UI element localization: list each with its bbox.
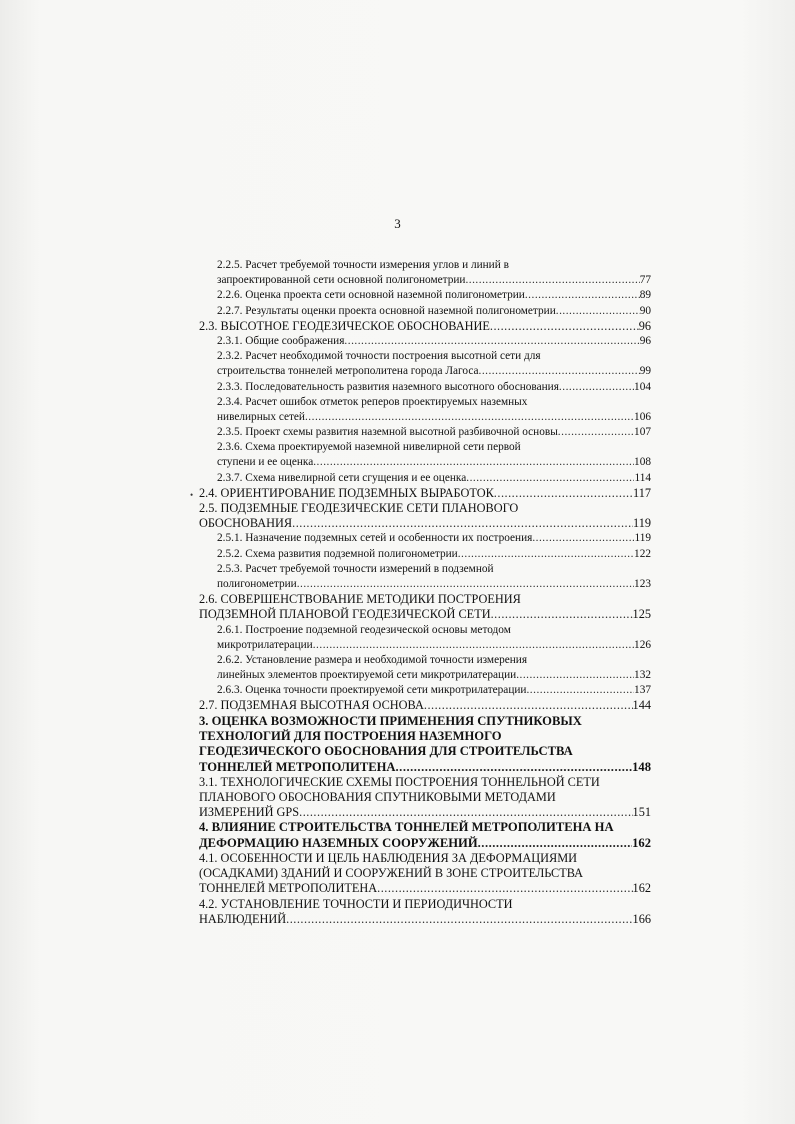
toc-entry xyxy=(197,319,651,334)
toc-entry xyxy=(197,425,651,440)
toc-entry-title: 2.5.2. Схема развития подземной полигонометрии xyxy=(217,547,458,560)
toc-page-number: 151 xyxy=(632,805,651,820)
toc-page-number: 106 xyxy=(634,410,651,423)
toc-page-number: 132 xyxy=(634,669,651,682)
toc-entry-line xyxy=(199,516,651,531)
toc-entry-title: ОБОСНОВАНИЯ xyxy=(199,516,293,531)
toc-page-number: 166 xyxy=(632,911,651,926)
toc-entry-title: нивелирных сетей xyxy=(217,410,305,423)
toc-entry xyxy=(197,288,651,303)
toc-page-number: 162 xyxy=(632,881,651,896)
toc-entry xyxy=(197,775,651,821)
toc-page-number: 148 xyxy=(632,759,651,774)
toc-entry-title: 2.6. СОВЕРШЕНСТВОВАНИЕ МЕТОДИКИ ПОСТРОЕНИЯ xyxy=(199,592,521,607)
dot-leader xyxy=(465,273,639,288)
page-number: 3 xyxy=(394,216,401,231)
toc-entry-line xyxy=(199,775,651,790)
toc-entry-title: 2.5. ПОДЗЕМНЫЕ ГЕОДЕЗИЧЕСКИЕ СЕТИ ПЛАНОВОГО xyxy=(199,501,519,515)
toc-page-number: 123 xyxy=(634,577,651,590)
toc-entry xyxy=(197,623,651,653)
toc-entry-title: 2.7. ПОДЗЕМНАЯ ВЫСОТНАЯ ОСНОВА xyxy=(199,698,424,713)
toc-entry xyxy=(197,592,651,622)
dot-leader xyxy=(313,638,634,653)
toc-page-number: 144 xyxy=(632,698,651,713)
toc-entry-title: 3.1. ТЕХНОЛОГИЧЕСКИЕ СХЕМЫ ПОСТРОЕНИЯ ТОННЕЛЬНОЙ СЕТИ xyxy=(199,774,600,789)
toc-entry-line xyxy=(217,638,651,653)
toc-entry-line xyxy=(217,562,651,577)
toc-entry-line xyxy=(217,410,651,425)
toc-entry-line xyxy=(217,547,651,562)
toc-entry-line xyxy=(199,592,651,607)
toc-page-number: 114 xyxy=(634,471,651,484)
toc-entry-title: ТЕХНОЛОГИЙ ДЛЯ ПОСТРОЕНИЯ НАЗЕМНОГО xyxy=(199,728,502,743)
toc-entry xyxy=(197,349,651,379)
toc-page-number: 99 xyxy=(639,365,651,378)
toc-entry-line xyxy=(217,455,651,470)
toc-entry-line xyxy=(199,851,651,866)
toc-entry-line xyxy=(217,531,651,546)
toc-entry xyxy=(197,501,651,531)
toc-entry-line xyxy=(217,288,651,303)
toc-page-number: 104 xyxy=(634,380,651,393)
toc-page-number: 119 xyxy=(634,532,651,545)
toc-entry xyxy=(197,258,651,288)
dot-leader xyxy=(479,364,640,379)
toc-entry-title: ГЕОДЕЗИЧЕСКОГО ОБОСНОВАНИЯ ДЛЯ СТРОИТЕЛЬСТВА xyxy=(199,744,573,759)
toc-entry-title: 2.3.4. Расчет ошибок отметок реперов проектируемых наземных xyxy=(217,395,528,408)
toc-entry-title: (ОСАДКАМИ) ЗДАНИЙ И СООРУЖЕНИЙ В ЗОНЕ СТРОИТЕЛЬСТВА xyxy=(199,866,584,881)
toc-entry-line xyxy=(199,744,651,759)
toc-entry-line xyxy=(199,912,651,927)
toc-page-number: 119 xyxy=(633,516,651,531)
toc-entry-title: 2.3.2. Расчет необходимой точности построения высотной сети для xyxy=(217,350,541,363)
toc-page-number: 108 xyxy=(634,456,651,469)
toc-entry-line xyxy=(217,395,651,410)
toc-entry-line xyxy=(217,364,651,379)
toc-entry-line xyxy=(199,881,651,896)
dot-leader xyxy=(305,410,634,425)
toc-entry-title: линейных элементов проектируемой сети микротрилатерации xyxy=(217,669,517,682)
toc-entry-line xyxy=(217,304,651,319)
toc-entry-line xyxy=(199,319,651,334)
toc-entry-line xyxy=(199,760,651,775)
toc-entry-title: 2.5.3. Расчет требуемой точности измерений в подземной xyxy=(217,562,494,575)
toc-page-number: 90 xyxy=(639,304,651,317)
dot-leader xyxy=(313,455,634,470)
dot-leader xyxy=(559,380,634,395)
toc-entry-line xyxy=(199,698,651,713)
toc-entry-title: ТОННЕЛЕЙ МЕТРОПОЛИТЕНА xyxy=(199,759,396,774)
dot-leader xyxy=(491,607,633,622)
toc-entry-line xyxy=(199,820,651,835)
toc-entry-line xyxy=(217,653,651,668)
toc-entry-title: ПОДЗЕМНОЙ ПЛАНОВОЙ ГЕОДЕЗИЧЕСКОЙ СЕТИ xyxy=(199,607,491,622)
toc-entry-title: 2.3.3. Последовательность развития наземного высотного обоснования xyxy=(217,380,559,393)
toc-entry-line xyxy=(199,729,651,744)
toc-entry-title: ИЗМЕРЕНИЙ GPS xyxy=(199,805,300,820)
toc-entry-title: 3. ОЦЕНКА ВОЗМОЖНОСТИ ПРИМЕНЕНИЯ СПУТНИКОВЫХ xyxy=(199,713,582,728)
toc-entry-title: ПЛАНОВОГО ОБОСНОВАНИЯ СПУТНИКОВЫМИ МЕТОДАМИ xyxy=(199,790,556,804)
toc-entry-line xyxy=(199,866,651,881)
toc-entry-line xyxy=(217,623,651,638)
toc-page-number: 107 xyxy=(634,426,651,439)
toc-entry-line xyxy=(217,425,651,440)
dot-leader xyxy=(490,319,639,334)
toc-entry xyxy=(197,698,651,713)
toc-entry-line xyxy=(199,836,651,851)
dot-leader xyxy=(526,683,634,698)
toc-entry xyxy=(197,547,651,562)
toc-entry-title: полигонометрии xyxy=(217,577,297,590)
toc-entry xyxy=(197,714,651,775)
dot-leader xyxy=(424,698,633,713)
toc-entry-title: 4.1. ОСОБЕННОСТИ И ЦЕЛЬ НАБЛЮДЕНИЯ ЗА ДЕФОРМАЦИЯМИ xyxy=(199,850,578,865)
toc-entry xyxy=(197,531,651,546)
toc-entry xyxy=(197,440,651,470)
toc-entry xyxy=(197,683,651,698)
dot-leader xyxy=(396,760,633,775)
toc-entry-line xyxy=(217,258,651,273)
toc-entry-line xyxy=(217,471,651,486)
dot-leader xyxy=(458,547,634,562)
toc-page-number: 162 xyxy=(632,835,651,850)
dot-leader xyxy=(556,304,640,319)
toc-entry-title: 2.3.1. Общие соображения xyxy=(217,334,345,347)
table-of-contents xyxy=(197,258,651,927)
dot-leader xyxy=(466,471,634,486)
toc-entry-title: 2.2.5. Расчет требуемой точности измерения углов и линий в xyxy=(217,259,509,271)
toc-entry-line xyxy=(217,349,651,364)
toc-entry-line xyxy=(199,790,651,805)
toc-entry-title: 2.5.1. Назначение подземных сетей и особенности их построения xyxy=(217,532,533,545)
toc-entry-title: 2.3. ВЫСОТНОЕ ГЕОДЕЗИЧЕСКОЕ ОБОСНОВАНИЕ xyxy=(199,318,490,333)
toc-entry-line xyxy=(217,334,651,349)
toc-entry-title: ТОННЕЛЕЙ МЕТРОПОЛИТЕНА xyxy=(199,881,378,896)
toc-entry xyxy=(197,486,651,501)
toc-page-number: 126 xyxy=(634,638,651,651)
dot-leader xyxy=(344,334,639,349)
dot-leader xyxy=(286,912,632,927)
toc-page-number: 117 xyxy=(633,485,651,500)
dot-leader xyxy=(494,486,633,501)
toc-entry-title: ДЕФОРМАЦИЮ НАЗЕМНЫХ СООРУЖЕНИЙ xyxy=(199,835,478,850)
toc-entry-title: 2.6.2. Установление размера и необходимой точности измерения xyxy=(217,653,528,666)
toc-page-number: 96 xyxy=(639,334,651,347)
toc-entry xyxy=(197,304,651,319)
toc-entry-title: 2.3.6. Схема проектируемой наземной нивелирной сети первой xyxy=(217,441,521,454)
toc-entry-line xyxy=(199,607,651,622)
toc-entry-title: 2.6.3. Оценка точности проектируемой сети микротрилатерации xyxy=(217,684,527,697)
toc-entry xyxy=(197,562,651,592)
toc-page-number: 89 xyxy=(639,289,651,302)
toc-entry-title: 2.3.7. Схема нивелирной сети сгущения и ее оценка xyxy=(217,471,467,484)
toc-entry-line xyxy=(199,714,651,729)
dot-leader xyxy=(532,531,634,546)
toc-page-number: 77 xyxy=(639,274,651,287)
dot-leader xyxy=(516,668,634,683)
toc-entry-title: 4. ВЛИЯНИЕ СТРОИТЕЛЬСТВА ТОННЕЛЕЙ МЕТРОПОЛИТЕНА НА xyxy=(199,820,614,835)
toc-entry xyxy=(197,380,651,395)
dot-leader xyxy=(292,516,633,531)
toc-entry-title: 4.2. УСТАНОВЛЕНИЕ ТОЧНОСТИ И ПЕРИОДИЧНОСТИ xyxy=(199,896,513,911)
toc-entry-line xyxy=(199,486,651,501)
toc-entry-title: 2.3.5. Проект схемы развития наземной высотной разбивочной основы xyxy=(217,426,558,439)
toc-entry-line xyxy=(217,577,651,592)
toc-entry-title: 2.6.1. Построение подземной геодезической основы методом xyxy=(217,623,511,636)
toc-entry-title: запроектированной сети основной полигонометрии xyxy=(217,274,466,287)
toc-entry xyxy=(197,334,651,349)
toc-entry-title: микротрилатерации xyxy=(217,638,313,651)
dot-leader xyxy=(377,881,632,896)
toc-entry-title: ступени и ее оценка xyxy=(217,456,314,469)
toc-page-number: 137 xyxy=(634,684,651,697)
dot-leader xyxy=(299,805,632,820)
toc-entry-line xyxy=(217,683,651,698)
toc-entry-title: 2.4. ОРИЕНТИРОВАНИЕ ПОДЗЕМНЫХ ВЫРАБОТОК xyxy=(199,485,494,500)
toc-entry xyxy=(197,653,651,683)
toc-entry-title: НАБЛЮДЕНИЙ xyxy=(199,911,287,926)
toc-entry xyxy=(197,471,651,486)
toc-entry xyxy=(197,851,651,897)
toc-entry xyxy=(197,897,651,927)
toc-entry-line xyxy=(217,440,651,455)
toc-page-number: 125 xyxy=(632,607,651,622)
dot-leader xyxy=(297,577,634,592)
dot-leader xyxy=(525,288,640,303)
dot-leader xyxy=(478,836,632,851)
margin-mark: • xyxy=(190,490,194,500)
toc-entry-line xyxy=(199,805,651,820)
toc-entry-line xyxy=(217,668,651,683)
toc-entry-title: 2.2.6. Оценка проекта сети основной наземной полигонометрии xyxy=(217,289,525,302)
toc-entry-line xyxy=(199,897,651,912)
toc-entry-line xyxy=(217,380,651,395)
toc-entry-title: 2.2.7. Результаты оценки проекта основной наземной полигонометрии xyxy=(217,304,556,317)
toc-entry-line xyxy=(217,273,651,288)
toc-entry xyxy=(197,820,651,851)
dot-leader xyxy=(558,425,634,440)
toc-page-number: 122 xyxy=(634,547,651,560)
toc-entry-line xyxy=(199,501,651,516)
toc-entry-title: строительства тоннелей метрополитена города Лагоса xyxy=(217,365,479,378)
toc-entry xyxy=(197,395,651,425)
toc-page-number: 96 xyxy=(638,318,651,333)
